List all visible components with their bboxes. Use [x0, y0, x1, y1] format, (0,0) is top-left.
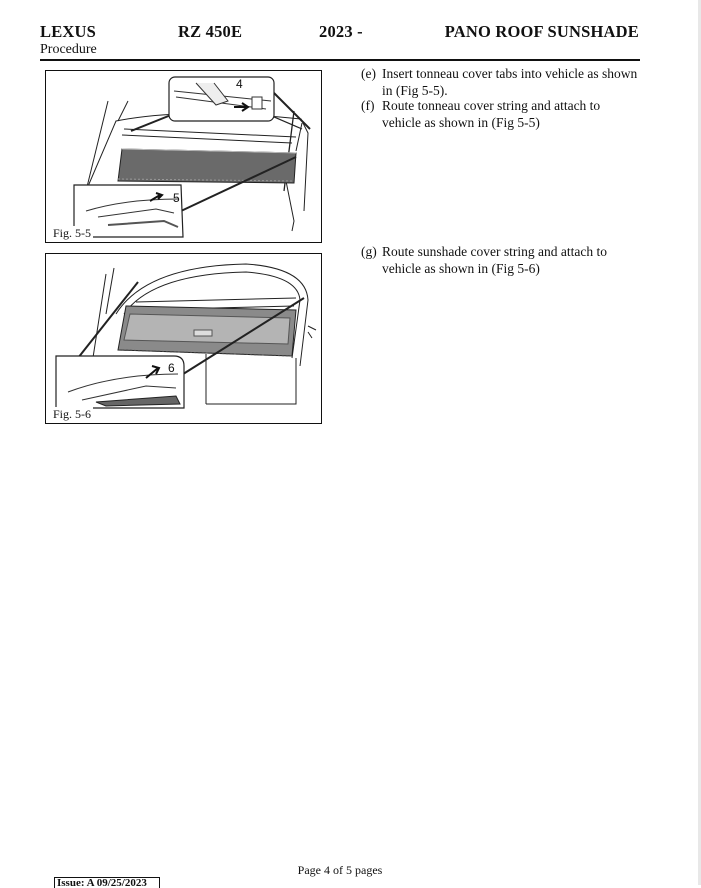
figure-5-6-callout-6: 6: [168, 361, 175, 375]
figure-5-6: [45, 253, 322, 424]
header-make: LEXUS: [40, 22, 97, 41]
step-g: [361, 244, 641, 277]
step-g-text: Route sunshade cover string and attach to vehicle as shown in (Fig 5-6): [382, 244, 607, 276]
figure-5-6-caption: Fig. 5-6: [53, 407, 92, 421]
step-e-label: (e): [361, 66, 376, 81]
step-g-label: (g): [361, 244, 377, 259]
header-year: 2023 -: [319, 22, 363, 41]
header-model: RZ 450E: [178, 22, 243, 41]
step-e: [361, 66, 641, 99]
issue-text: Issue: A 09/25/2023: [57, 877, 147, 888]
issue-box: [54, 877, 160, 888]
step-f-label: (f): [361, 98, 375, 113]
header-title: PANO ROOF SUNSHADE: [444, 22, 639, 41]
header-rule: [40, 59, 640, 61]
figure-5-5-callout-4: 4: [236, 77, 243, 91]
step-f: [361, 98, 641, 131]
step-e-text: Insert tonneau cover tabs into vehicle as shown in (Fig 5-5).: [382, 66, 638, 98]
figure-5-5-illustration: [46, 71, 321, 242]
figure-5-6-illustration: [46, 254, 321, 423]
step-f-text: Route tonneau cover string and attach to vehicle as shown in (Fig 5-5): [382, 98, 601, 130]
figure-5-5-caption: Fig. 5-5: [53, 226, 92, 240]
figure-5-5: [45, 70, 322, 243]
page-number: Page 4 of 5 pages: [297, 863, 383, 877]
header-subtitle: Procedure: [40, 42, 97, 57]
figure-5-5-callout-5: 5: [173, 191, 180, 205]
